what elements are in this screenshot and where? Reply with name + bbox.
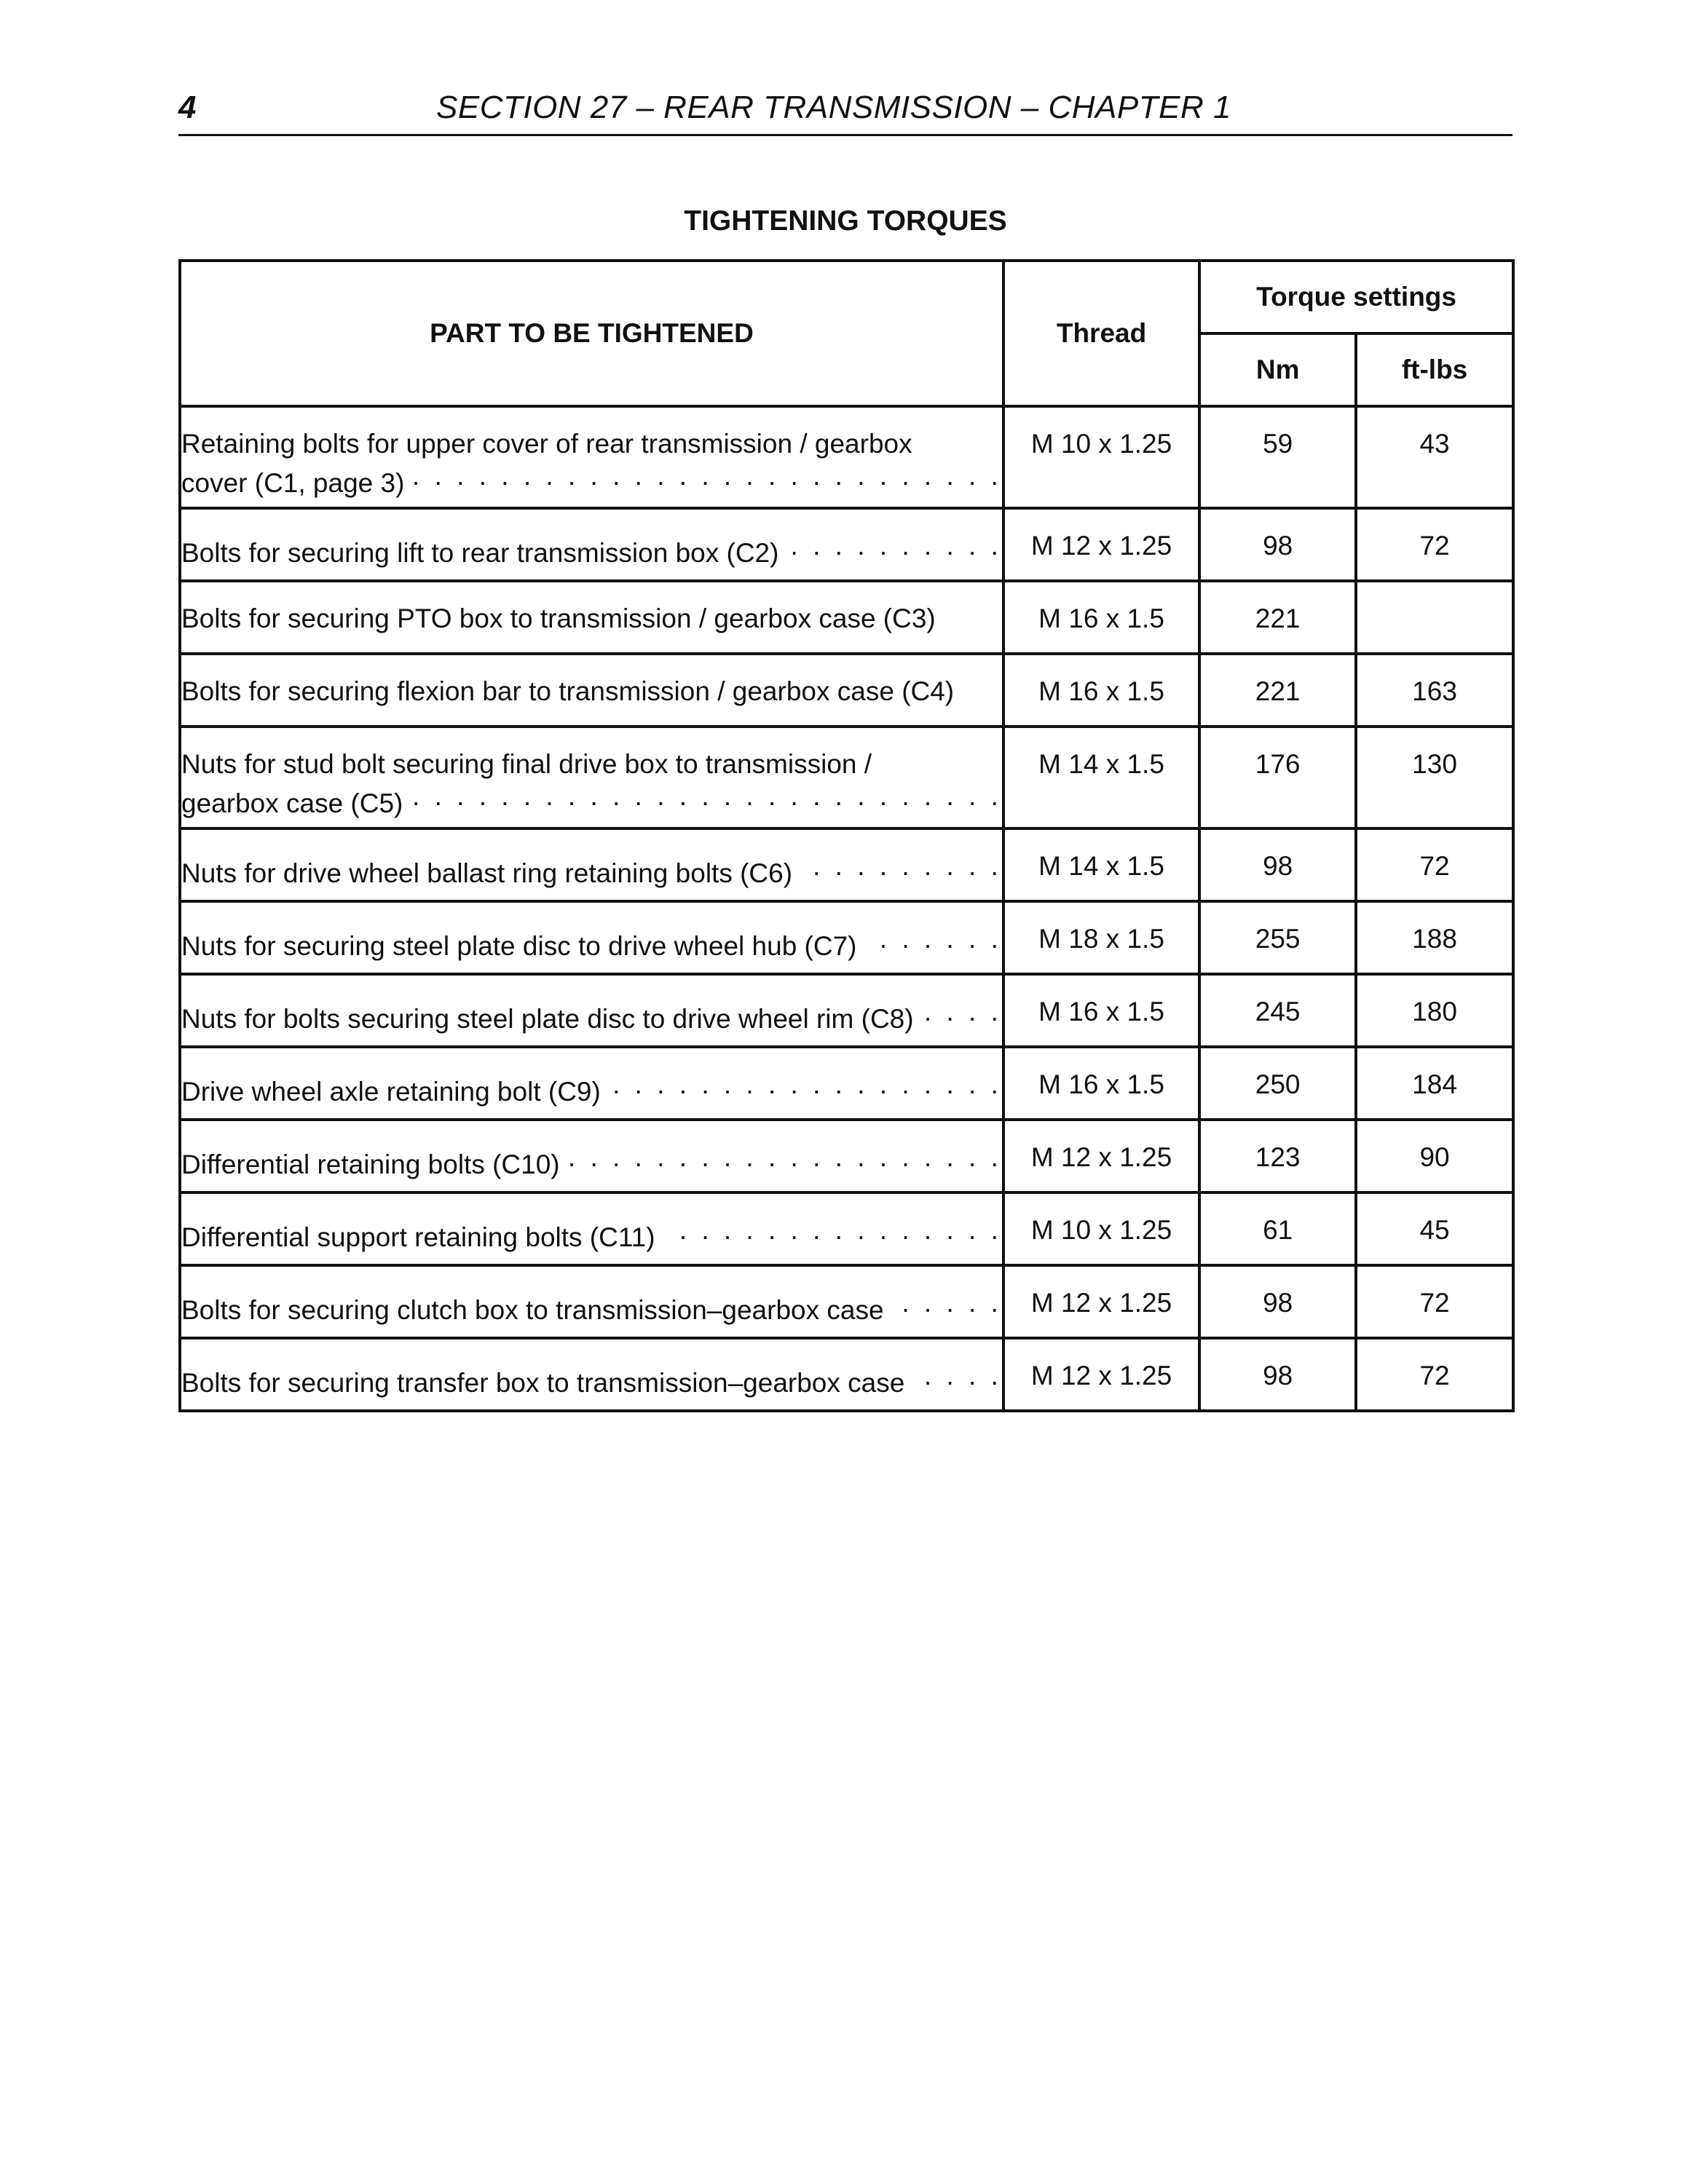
ftlbs-cell: 72: [1356, 828, 1513, 901]
thread-cell: M 14 x 1.5: [1003, 828, 1199, 901]
part-text-line: Retaining bolts for upper cover of rear transmission / gearbox: [181, 429, 912, 459]
part-cell: [180, 1265, 1003, 1338]
nm-cell: 221: [1199, 654, 1356, 727]
ftlbs-cell: 45: [1356, 1192, 1513, 1265]
dot-leader: [891, 1287, 1002, 1319]
part-text-line: Nuts for bolts securing steel plate disc to drive wheel rim (C8): [181, 1004, 914, 1034]
table-row: [180, 1047, 1513, 1120]
part-cell: [180, 1338, 1003, 1411]
part-text-line: gearbox case (C5): [181, 788, 403, 818]
part-cell: [180, 654, 1003, 727]
dot-leader: [912, 1360, 1002, 1392]
thread-cell: M 16 x 1.5: [1003, 1047, 1199, 1120]
column-header-nm: Nm: [1199, 333, 1356, 406]
part-text-line: Drive wheel axle retaining bolt (C9): [181, 1077, 601, 1107]
part-cell: [180, 901, 1003, 974]
part-cell: [180, 508, 1003, 581]
nm-cell: 98: [1199, 828, 1356, 901]
thread-cell: M 12 x 1.25: [1003, 1265, 1199, 1338]
part-text-line: Nuts for stud bolt securing final drive box to transmission /: [181, 749, 872, 779]
table-row: [180, 508, 1513, 581]
part-cell: [180, 727, 1003, 828]
nm-cell: 255: [1199, 901, 1356, 974]
ftlbs-cell: 72: [1356, 1338, 1513, 1411]
table-row: [180, 901, 1513, 974]
thread-cell: M 16 x 1.5: [1003, 654, 1199, 727]
thread-cell: M 10 x 1.25: [1003, 406, 1199, 508]
table-title: TIGHTENING TORQUES: [684, 205, 1007, 237]
ftlbs-cell: 130: [1356, 727, 1513, 828]
table-row: [180, 581, 1513, 654]
thread-cell: M 16 x 1.5: [1003, 581, 1199, 654]
ftlbs-cell: 72: [1356, 508, 1513, 581]
table-row: [180, 1265, 1513, 1338]
table-row: [180, 654, 1513, 727]
thread-cell: M 10 x 1.25: [1003, 1192, 1199, 1265]
part-text-line: Bolts for securing lift to rear transmission box (C2): [181, 538, 779, 568]
dot-leader: [921, 996, 1002, 1028]
part-text-line: Nuts for securing steel plate disc to drive wheel hub (C7): [181, 931, 857, 961]
nm-cell: 98: [1199, 508, 1356, 581]
table-row: [180, 1338, 1513, 1411]
thread-cell: M 12 x 1.25: [1003, 1120, 1199, 1192]
part-text-line: Bolts for securing transfer box to transmission–gearbox case: [181, 1368, 905, 1398]
table-row: [180, 828, 1513, 901]
nm-cell: 221: [1199, 581, 1356, 654]
nm-cell: 61: [1199, 1192, 1356, 1265]
thread-cell: M 12 x 1.25: [1003, 1338, 1199, 1411]
column-header-ftlbs: ft-lbs: [1356, 333, 1513, 406]
page-header: [178, 86, 1513, 136]
part-cell: [180, 581, 1003, 654]
page-number: 4: [178, 90, 197, 125]
column-header-torque-settings: Torque settings: [1199, 261, 1513, 333]
ftlbs-cell: 163: [1356, 654, 1513, 727]
thread-cell: M 16 x 1.5: [1003, 974, 1199, 1047]
nm-cell: 245: [1199, 974, 1356, 1047]
part-cell: [180, 1120, 1003, 1192]
part-text-line: cover (C1, page 3): [181, 468, 405, 498]
dot-leader: [864, 923, 1002, 955]
thread-cell: M 12 x 1.25: [1003, 508, 1199, 581]
dot-leader: [411, 460, 1001, 492]
dot-leader: [410, 780, 1002, 812]
column-header-thread: Thread: [1003, 261, 1199, 406]
part-cell: [180, 828, 1003, 901]
part-cell: [180, 974, 1003, 1047]
ftlbs-cell: 188: [1356, 901, 1513, 974]
nm-cell: 176: [1199, 727, 1356, 828]
ftlbs-cell: 90: [1356, 1120, 1513, 1192]
part-text-line: Nuts for drive wheel ballast ring retaining bolts (C6): [181, 858, 793, 888]
dot-leader: [567, 1142, 1002, 1174]
ftlbs-cell: 72: [1356, 1265, 1513, 1338]
section-title: SECTION 27 – REAR TRANSMISSION – CHAPTER 1: [436, 90, 1231, 125]
dot-leader: [608, 1069, 1002, 1101]
ftlbs-cell: 184: [1356, 1047, 1513, 1120]
table-row: [180, 406, 1513, 508]
ftlbs-cell: 180: [1356, 974, 1513, 1047]
part-text-line: Bolts for securing flexion bar to transmission / gearbox case (C4): [181, 676, 955, 706]
ftlbs-cell: [1356, 581, 1513, 654]
table-row: [180, 727, 1513, 828]
tightening-torques-table: [178, 259, 1515, 1412]
thread-cell: M 18 x 1.5: [1003, 901, 1199, 974]
column-header-part: PART TO BE TIGHTENED: [180, 261, 1003, 406]
part-cell: [180, 1192, 1003, 1265]
dot-leader: [786, 530, 1001, 562]
nm-cell: 250: [1199, 1047, 1356, 1120]
ftlbs-cell: 43: [1356, 406, 1513, 508]
nm-cell: 98: [1199, 1338, 1356, 1411]
dot-leader: [800, 850, 1002, 882]
nm-cell: 59: [1199, 406, 1356, 508]
part-cell: [180, 406, 1003, 508]
nm-cell: 123: [1199, 1120, 1356, 1192]
part-cell: [180, 1047, 1003, 1120]
dot-leader: [663, 1214, 1002, 1246]
part-text-line: Bolts for securing PTO box to transmission / gearbox case (C3): [181, 604, 936, 633]
thread-cell: M 14 x 1.5: [1003, 727, 1199, 828]
part-text-line: Bolts for securing clutch box to transmission–gearbox case: [181, 1295, 884, 1325]
table-row: [180, 974, 1513, 1047]
table-row: [180, 1192, 1513, 1265]
nm-cell: 98: [1199, 1265, 1356, 1338]
table-row: [180, 1120, 1513, 1192]
part-text-line: Differential support retaining bolts (C11): [181, 1222, 655, 1252]
part-text-line: Differential retaining bolts (C10): [181, 1150, 560, 1179]
